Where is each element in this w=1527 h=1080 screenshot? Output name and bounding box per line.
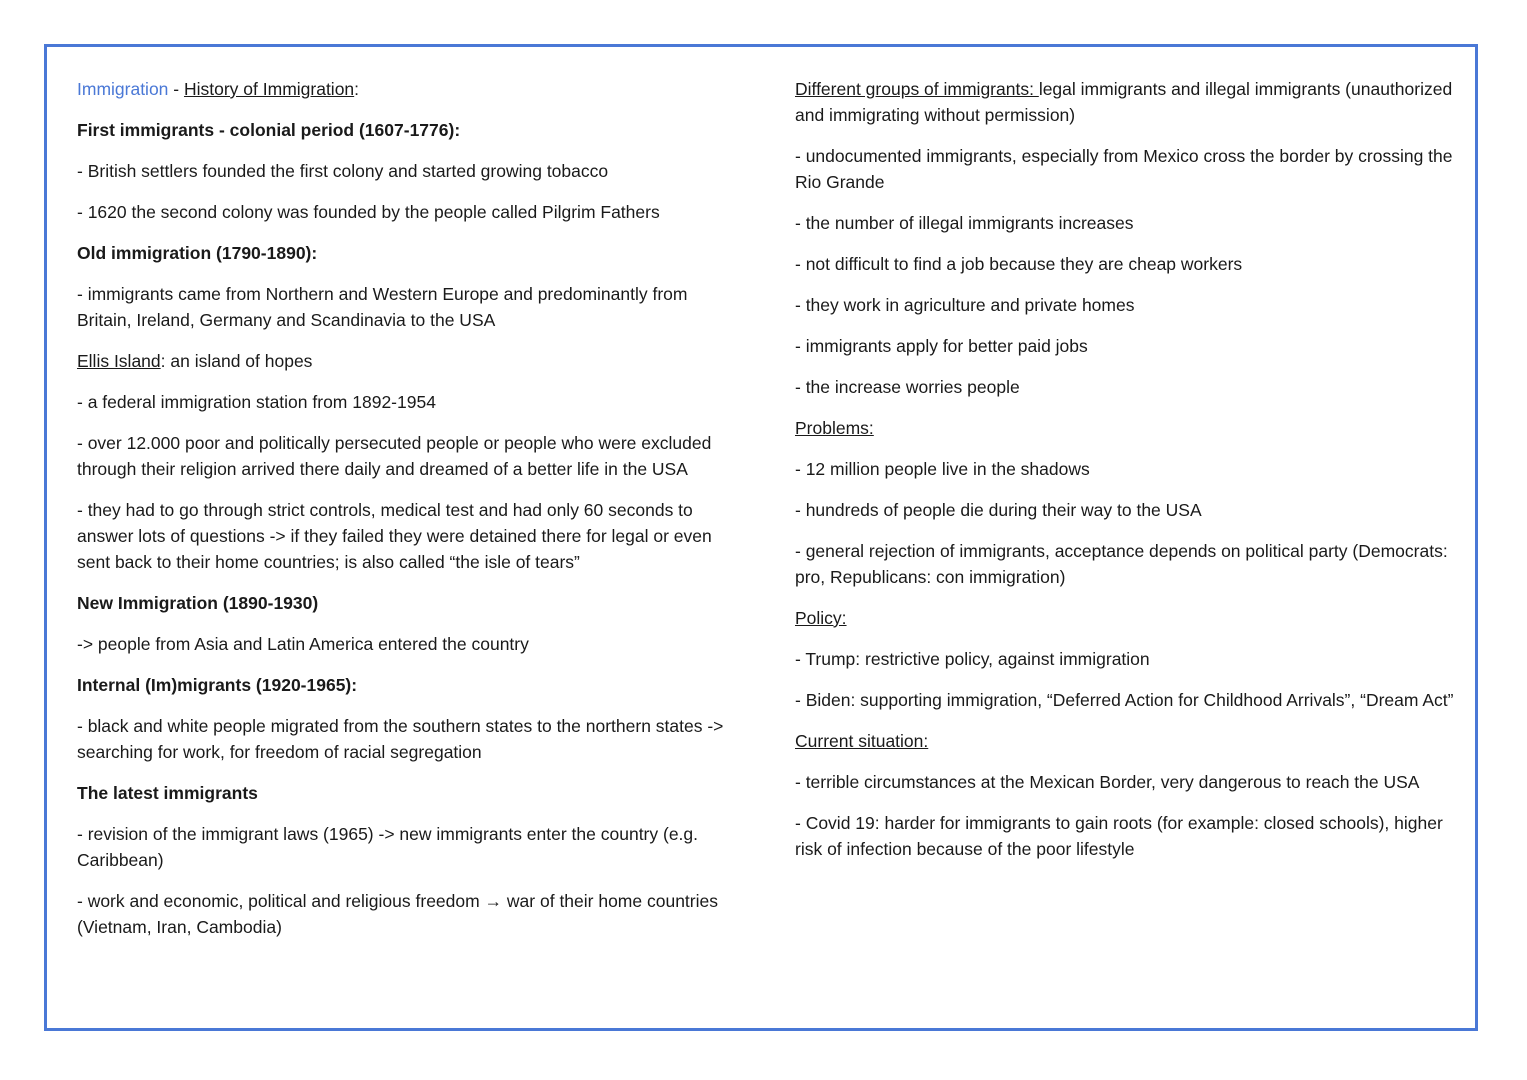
list-item: - not difficult to find a job because they are cheap workers bbox=[795, 254, 1243, 274]
groups-label: Different groups of immigrants: bbox=[795, 79, 1039, 99]
groups-intro bbox=[795, 76, 1455, 128]
heading-problems: Problems: bbox=[795, 418, 874, 438]
ellis-island-desc: : an island of hopes bbox=[160, 351, 313, 371]
list-item: - general rejection of immigrants, acceptance depends on political party (Democrats: pro, Republicans: con immigration) bbox=[795, 541, 1448, 587]
list-item: - work and economic, political and religious freedom → war of their home countries (Vietnam, Iran, Cambodia) bbox=[77, 891, 718, 937]
list-item: - revision of the immigrant laws (1965) -> new immigrants enter the country (e.g. Caribbean) bbox=[77, 824, 699, 870]
list-item: - immigrants apply for better paid jobs bbox=[795, 336, 1088, 356]
heading-latest-immigrants: The latest immigrants bbox=[77, 783, 258, 803]
heading-old-immigration: Old immigration (1790-1890): bbox=[77, 243, 318, 263]
list-item: - Covid 19: harder for immigrants to gain roots (for example: closed schools), higher risk of infection because of the poor lifestyle bbox=[795, 813, 1443, 859]
heading-new-immigration: New Immigration (1890-1930) bbox=[77, 593, 319, 613]
title-main: History of Immigration bbox=[183, 79, 355, 99]
list-item: - the number of illegal immigrants increases bbox=[795, 213, 1134, 233]
topic-label: Immigration bbox=[77, 79, 169, 99]
list-item: - 12 million people live in the shadows bbox=[795, 459, 1090, 479]
list-item: - terrible circumstances at the Mexican Border, very dangerous to reach the USA bbox=[795, 772, 1420, 792]
left-column bbox=[77, 76, 737, 955]
heading-first-immigrants: First immigrants - colonial period (1607-1776): bbox=[77, 120, 461, 140]
title-separator: - bbox=[168, 79, 184, 99]
list-item: -> people from Asia and Latin America entered the country bbox=[77, 634, 529, 654]
list-item: - they had to go through strict controls, medical test and had only 60 seconds to answer lots of questions -> if they failed they were detained there for legal or even sent back to their home countries; is also called “the isle of tears” bbox=[77, 500, 712, 572]
list-item: - over 12.000 poor and politically persecuted people or people who were excluded through their religion arrived there daily and dreamed of a better life in the USA bbox=[77, 433, 712, 479]
list-item: - black and white people migrated from the southern states to the northern states -> searching for work, for freedom of racial segregation bbox=[77, 716, 724, 762]
list-item: - undocumented immigrants, especially from Mexico cross the border by crossing the Rio Grande bbox=[795, 146, 1453, 192]
ellis-island-label: Ellis Island bbox=[77, 351, 161, 371]
right-column bbox=[795, 76, 1455, 877]
heading-policy: Policy: bbox=[795, 608, 847, 628]
heading-internal-migrants: Internal (Im)migrants (1920-1965): bbox=[77, 675, 358, 695]
list-item: - Trump: restrictive policy, against immigration bbox=[795, 649, 1150, 669]
heading-current-situation: Current situation: bbox=[795, 731, 929, 751]
list-item: - British settlers founded the first colony and started growing tobacco bbox=[77, 161, 609, 181]
list-item: - Biden: supporting immigration, “Deferred Action for Childhood Arrivals”, “Dream Act” bbox=[795, 690, 1454, 710]
list-item: - they work in agriculture and private homes bbox=[795, 295, 1135, 315]
list-item: - the increase worries people bbox=[795, 377, 1020, 397]
title-colon: : bbox=[354, 79, 360, 99]
page-title bbox=[77, 76, 737, 102]
ellis-island-subheading bbox=[77, 348, 737, 374]
list-item: - 1620 the second colony was founded by the people called Pilgrim Fathers bbox=[77, 202, 660, 222]
list-item: - immigrants came from Northern and Western Europe and predominantly from Britain, Ireland, Germany and Scandinavia to the USA bbox=[77, 284, 688, 330]
groups-desc: legal immigrants and illegal immigrants (unauthorized and immigrating without permission) bbox=[795, 79, 1453, 125]
list-item: - a federal immigration station from 1892-1954 bbox=[77, 392, 436, 412]
list-item: - hundreds of people die during their way to the USA bbox=[795, 500, 1202, 520]
